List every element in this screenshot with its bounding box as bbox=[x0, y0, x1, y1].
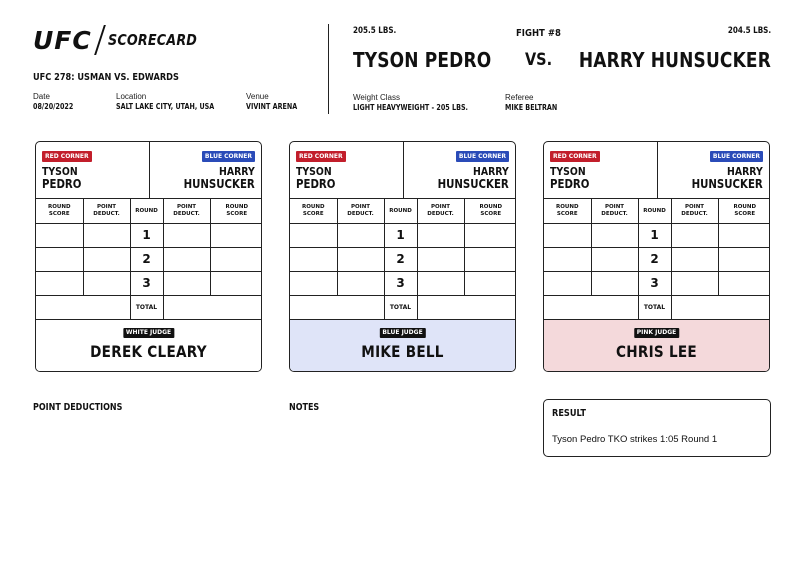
red-score-cell[interactable] bbox=[290, 223, 337, 247]
blue-corner-badge: BLUE CORNER bbox=[202, 151, 255, 162]
judge-name: CHRIS LEE bbox=[616, 341, 697, 361]
judge-scorecard-1 bbox=[35, 141, 262, 372]
round-number: 1 bbox=[130, 223, 163, 247]
judge-scorecard-2 bbox=[289, 141, 516, 372]
judge-zone bbox=[36, 320, 261, 373]
blue-total-cell[interactable] bbox=[163, 295, 262, 319]
event-name: UFC 278: USMAN VS. EDWARDS bbox=[33, 72, 179, 83]
date-value: 08/20/2022 bbox=[33, 102, 74, 111]
red-total-cell[interactable] bbox=[544, 295, 638, 319]
blue-deduct-cell[interactable] bbox=[671, 223, 718, 247]
round-row bbox=[290, 271, 516, 295]
scorecard-corners bbox=[544, 142, 769, 199]
weight-class-label: Weight Class bbox=[353, 93, 400, 102]
judge-scorecard-3 bbox=[543, 141, 770, 372]
blue-corner-name bbox=[184, 166, 255, 190]
corner-divider bbox=[403, 142, 404, 199]
red-corner-badge: RED CORNER bbox=[550, 151, 600, 162]
blue-deduct-cell[interactable] bbox=[163, 271, 210, 295]
red-deduct-cell[interactable] bbox=[83, 223, 130, 247]
red-score-cell[interactable] bbox=[290, 247, 337, 271]
red-fighter-name: TYSON PEDRO bbox=[353, 48, 492, 72]
red-last-name: PEDRO bbox=[550, 177, 590, 191]
logo-row bbox=[33, 22, 323, 58]
corner-divider bbox=[657, 142, 658, 199]
judge-name: DEREK CLEARY bbox=[90, 341, 207, 361]
result-title: RESULT bbox=[552, 408, 586, 419]
red-corner-badge: RED CORNER bbox=[296, 151, 346, 162]
blue-corner-name bbox=[438, 166, 509, 190]
venue-field bbox=[246, 92, 310, 111]
referee-label: Referee bbox=[505, 93, 534, 102]
location-field bbox=[116, 92, 239, 111]
red-corner-badge: RED CORNER bbox=[42, 151, 92, 162]
score-table-header bbox=[290, 199, 516, 223]
red-corner-name bbox=[550, 166, 589, 190]
blue-deduct-cell[interactable] bbox=[671, 247, 718, 271]
blue-deduct-cell[interactable] bbox=[163, 247, 210, 271]
blue-deduct-cell[interactable] bbox=[163, 223, 210, 247]
round-header: ROUND bbox=[384, 199, 417, 223]
round-number: 3 bbox=[384, 271, 417, 295]
location-label: Location bbox=[116, 92, 147, 101]
red-deduct-cell[interactable] bbox=[591, 271, 638, 295]
total-label: TOTAL bbox=[638, 295, 671, 319]
red-score-cell[interactable] bbox=[36, 271, 83, 295]
red-corner-name bbox=[296, 166, 335, 190]
red-deduct-cell[interactable] bbox=[83, 271, 130, 295]
red-last-name: PEDRO bbox=[42, 177, 82, 191]
judge-zone bbox=[544, 320, 769, 373]
round-row bbox=[544, 247, 770, 271]
red-round-score-header: ROUND SCORE bbox=[544, 199, 591, 223]
red-weight: 205.5 LBS. bbox=[353, 26, 397, 36]
red-deduct-cell[interactable] bbox=[591, 247, 638, 271]
total-row bbox=[290, 295, 516, 319]
venue-value: VIVINT ARENA bbox=[246, 102, 298, 111]
red-score-cell[interactable] bbox=[544, 223, 591, 247]
red-point-deduct-header: POINT DEDUCT. bbox=[83, 199, 130, 223]
red-score-cell[interactable] bbox=[544, 271, 591, 295]
blue-point-deduct-header: POINT DEDUCT. bbox=[417, 199, 464, 223]
red-score-cell[interactable] bbox=[36, 223, 83, 247]
blue-deduct-cell[interactable] bbox=[417, 223, 464, 247]
blue-first-name: HARRY bbox=[473, 165, 509, 178]
score-table bbox=[544, 199, 770, 320]
red-total-cell[interactable] bbox=[290, 295, 384, 319]
blue-last-name: HUNSUCKER bbox=[437, 177, 509, 191]
blue-score-cell[interactable] bbox=[210, 271, 262, 295]
score-table bbox=[290, 199, 516, 320]
referee-field bbox=[505, 93, 570, 112]
scorecard-title: SCORECARD bbox=[108, 31, 198, 49]
red-score-cell[interactable] bbox=[290, 271, 337, 295]
round-row bbox=[290, 247, 516, 271]
date-field bbox=[33, 92, 83, 111]
red-deduct-cell[interactable] bbox=[337, 247, 384, 271]
score-table bbox=[36, 199, 262, 320]
blue-corner-badge: BLUE CORNER bbox=[456, 151, 509, 162]
venue-label: Venue bbox=[246, 92, 269, 101]
round-number: 3 bbox=[638, 271, 671, 295]
notes-title: NOTES bbox=[289, 402, 320, 413]
red-first-name: TYSON bbox=[296, 165, 332, 178]
judge-badge: PINK JUDGE bbox=[634, 328, 680, 338]
judge-zone bbox=[290, 320, 515, 373]
red-deduct-cell[interactable] bbox=[337, 271, 384, 295]
red-point-deduct-header: POINT DEDUCT. bbox=[337, 199, 384, 223]
blue-total-cell[interactable] bbox=[417, 295, 516, 319]
red-deduct-cell[interactable] bbox=[337, 223, 384, 247]
round-row bbox=[36, 223, 262, 247]
blue-score-cell[interactable] bbox=[464, 247, 516, 271]
total-label: TOTAL bbox=[130, 295, 163, 319]
blue-score-cell[interactable] bbox=[718, 223, 770, 247]
judge-badge: WHITE JUDGE bbox=[123, 328, 174, 338]
round-number: 2 bbox=[130, 247, 163, 271]
judge-badge: BLUE JUDGE bbox=[379, 328, 425, 338]
round-row bbox=[290, 223, 516, 247]
result-text: Tyson Pedro TKO strikes 1:05 Round 1 bbox=[552, 434, 718, 445]
result-box bbox=[543, 399, 771, 457]
blue-deduct-cell[interactable] bbox=[417, 271, 464, 295]
blue-score-cell[interactable] bbox=[210, 247, 262, 271]
date-label: Date bbox=[33, 92, 50, 101]
blue-score-cell[interactable] bbox=[464, 271, 516, 295]
blue-corner-name bbox=[692, 166, 763, 190]
red-round-score-header: ROUND SCORE bbox=[36, 199, 83, 223]
blue-last-name: HUNSUCKER bbox=[691, 177, 763, 191]
blue-deduct-cell[interactable] bbox=[671, 271, 718, 295]
total-row bbox=[36, 295, 262, 319]
round-header: ROUND bbox=[638, 199, 671, 223]
total-label: TOTAL bbox=[384, 295, 417, 319]
judge-name: MIKE BELL bbox=[361, 341, 444, 361]
blue-corner-badge: BLUE CORNER bbox=[710, 151, 763, 162]
round-row bbox=[544, 271, 770, 295]
logo-slash bbox=[94, 25, 105, 55]
total-row bbox=[544, 295, 770, 319]
blue-fighter-name: HARRY HUNSUCKER bbox=[578, 48, 771, 72]
blue-round-score-header: ROUND SCORE bbox=[718, 199, 770, 223]
red-first-name: TYSON bbox=[550, 165, 586, 178]
blue-round-score-header: ROUND SCORE bbox=[464, 199, 516, 223]
weight-class-value: LIGHT HEAVYWEIGHT - 205 LBS. bbox=[353, 103, 468, 112]
header-right bbox=[353, 26, 771, 116]
blue-score-cell[interactable] bbox=[718, 247, 770, 271]
ufc-logo: UFC bbox=[33, 25, 92, 55]
weight-class-field bbox=[353, 93, 497, 112]
red-score-cell[interactable] bbox=[36, 247, 83, 271]
red-corner-name bbox=[42, 166, 81, 190]
vs-label: VS. bbox=[525, 50, 553, 70]
blue-total-cell[interactable] bbox=[671, 295, 770, 319]
round-number: 2 bbox=[638, 247, 671, 271]
blue-deduct-cell[interactable] bbox=[417, 247, 464, 271]
round-number: 1 bbox=[638, 223, 671, 247]
header-left bbox=[33, 22, 323, 111]
corner-divider bbox=[149, 142, 150, 199]
red-first-name: TYSON bbox=[42, 165, 78, 178]
round-number: 3 bbox=[130, 271, 163, 295]
red-deduct-cell[interactable] bbox=[83, 247, 130, 271]
scorecard-corners bbox=[290, 142, 515, 199]
round-row bbox=[36, 247, 262, 271]
blue-score-cell[interactable] bbox=[718, 271, 770, 295]
round-header: ROUND bbox=[130, 199, 163, 223]
blue-first-name: HARRY bbox=[727, 165, 763, 178]
location-value: SALT LAKE CITY, UTAH, USA bbox=[116, 102, 215, 111]
red-deduct-cell[interactable] bbox=[591, 223, 638, 247]
round-number: 2 bbox=[384, 247, 417, 271]
blue-point-deduct-header: POINT DEDUCT. bbox=[671, 199, 718, 223]
header-divider bbox=[328, 24, 329, 114]
round-row bbox=[36, 271, 262, 295]
score-table-header bbox=[544, 199, 770, 223]
round-number: 1 bbox=[384, 223, 417, 247]
score-table-header bbox=[36, 199, 262, 223]
fight-number: FIGHT #8 bbox=[516, 28, 561, 39]
red-last-name: PEDRO bbox=[296, 177, 336, 191]
referee-value: MIKE BELTRAN bbox=[505, 103, 558, 112]
blue-point-deduct-header: POINT DEDUCT. bbox=[163, 199, 210, 223]
point-deductions-title: POINT DEDUCTIONS bbox=[33, 402, 123, 413]
blue-score-cell[interactable] bbox=[464, 223, 516, 247]
blue-first-name: HARRY bbox=[219, 165, 255, 178]
red-total-cell[interactable] bbox=[36, 295, 130, 319]
red-round-score-header: ROUND SCORE bbox=[290, 199, 337, 223]
blue-last-name: HUNSUCKER bbox=[183, 177, 255, 191]
blue-weight: 204.5 LBS. bbox=[727, 26, 771, 36]
blue-score-cell[interactable] bbox=[210, 223, 262, 247]
blue-round-score-header: ROUND SCORE bbox=[210, 199, 262, 223]
round-row bbox=[544, 223, 770, 247]
scorecard-corners bbox=[36, 142, 261, 199]
red-score-cell[interactable] bbox=[544, 247, 591, 271]
red-point-deduct-header: POINT DEDUCT. bbox=[591, 199, 638, 223]
